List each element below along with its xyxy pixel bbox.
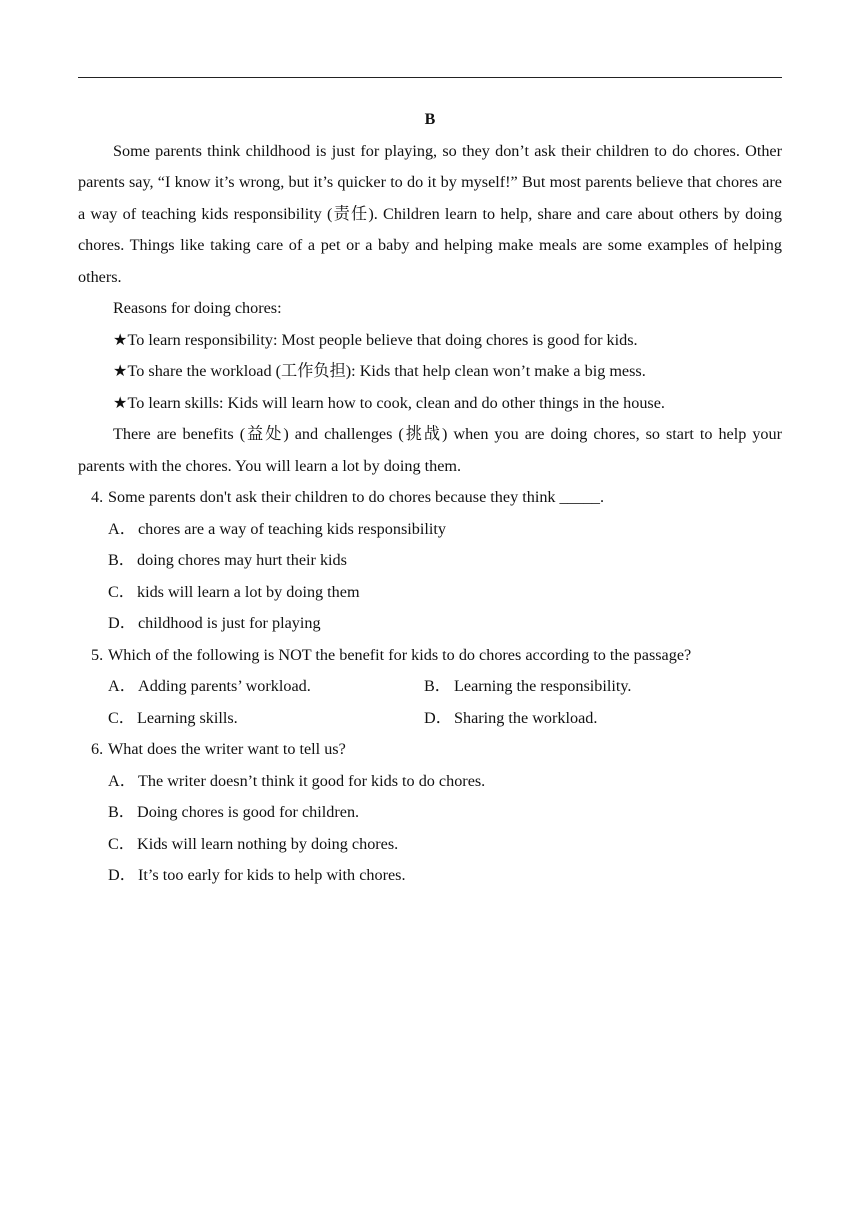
option-text: Kids will learn nothing by doing chores.	[137, 834, 399, 853]
option-a[interactable]	[78, 766, 782, 798]
option-letter: A．	[108, 519, 136, 538]
option-text: childhood is just for playing	[138, 614, 321, 632]
reason-item: ★To learn responsibility: Most people believe that doing chores is good for kids.	[113, 330, 638, 349]
option-text: Doing chores is good for children.	[137, 803, 360, 821]
option-text: Learning the responsibility.	[454, 677, 632, 695]
option-letter: B．	[108, 803, 135, 821]
option-text: It’s too early for kids to help with chores.	[138, 866, 406, 884]
option-letter: D．	[108, 866, 136, 884]
option-a[interactable]	[108, 671, 424, 703]
question-number: 5.	[91, 645, 104, 664]
section-heading: B	[424, 111, 436, 128]
option-text: kids will learn a lot by doing them	[137, 582, 360, 601]
option-c[interactable]	[108, 703, 424, 735]
option-letter: D．	[424, 708, 452, 727]
option-letter: D．	[108, 614, 136, 632]
option-d[interactable]	[78, 860, 782, 892]
option-b[interactable]	[78, 797, 782, 829]
option-text: Learning skills.	[137, 708, 238, 727]
question-5	[78, 640, 782, 735]
option-text: chores are a way of teaching kids responsibility	[138, 519, 446, 538]
option-text: Adding parents’ workload.	[138, 677, 311, 695]
reason-item: ★To learn skills: Kids will learn how to cook, clean and do other things in the house.	[113, 393, 665, 412]
option-d[interactable]	[424, 703, 740, 735]
option-d[interactable]	[78, 608, 782, 640]
reason-item: ★To share the workload (工作负担): Kids that help clean won’t make a big mess.	[113, 362, 646, 380]
option-b[interactable]	[424, 671, 740, 703]
option-letter: A．	[108, 677, 136, 695]
option-letter: C．	[108, 708, 135, 727]
passage-paragraph-1: Some parents think childhood is just for playing, so they don’t ask their children to do chores. Other parents say, “I know it’s wrong, but it’s quicker to do it by myself!” But most parents believe that chores are a way of teaching kids responsibility (责任). Children learn to help, share and care about others by doing chores. Things like taking care of a pet or a baby and helping make meals are some examples of helping others.	[78, 141, 782, 286]
question-6	[78, 734, 782, 892]
question-text: What does the writer want to tell us?	[108, 740, 346, 758]
question-4	[78, 482, 782, 640]
reasons-title: Reasons for doing chores:	[113, 299, 282, 317]
document-body	[78, 104, 782, 892]
option-text: doing chores may hurt their kids	[137, 551, 347, 569]
question-text: Some parents don't ask their children to do chores because they think _____.	[108, 488, 605, 506]
option-letter: B．	[424, 677, 451, 695]
option-text: The writer doesn’t think it good for kids to do chores.	[138, 771, 486, 790]
option-b[interactable]	[78, 545, 782, 577]
question-number: 6.	[91, 740, 104, 758]
option-a[interactable]	[78, 514, 782, 546]
option-c[interactable]	[78, 577, 782, 609]
header-rule	[78, 77, 782, 78]
option-letter: B．	[108, 551, 135, 569]
option-c[interactable]	[78, 829, 782, 861]
option-letter: C．	[108, 834, 135, 853]
question-text: Which of the following is NOT the benefit for kids to do chores according to the passage?	[108, 645, 692, 664]
option-text: Sharing the workload.	[454, 708, 598, 727]
passage-paragraph-2: There are benefits (益处) and challenges (挑战) when you are doing chores, so start to help your parents with the chores. You will learn a lot by doing them.	[78, 425, 782, 475]
option-letter: A．	[108, 771, 136, 790]
option-letter: C．	[108, 582, 135, 601]
question-number: 4.	[91, 488, 104, 506]
